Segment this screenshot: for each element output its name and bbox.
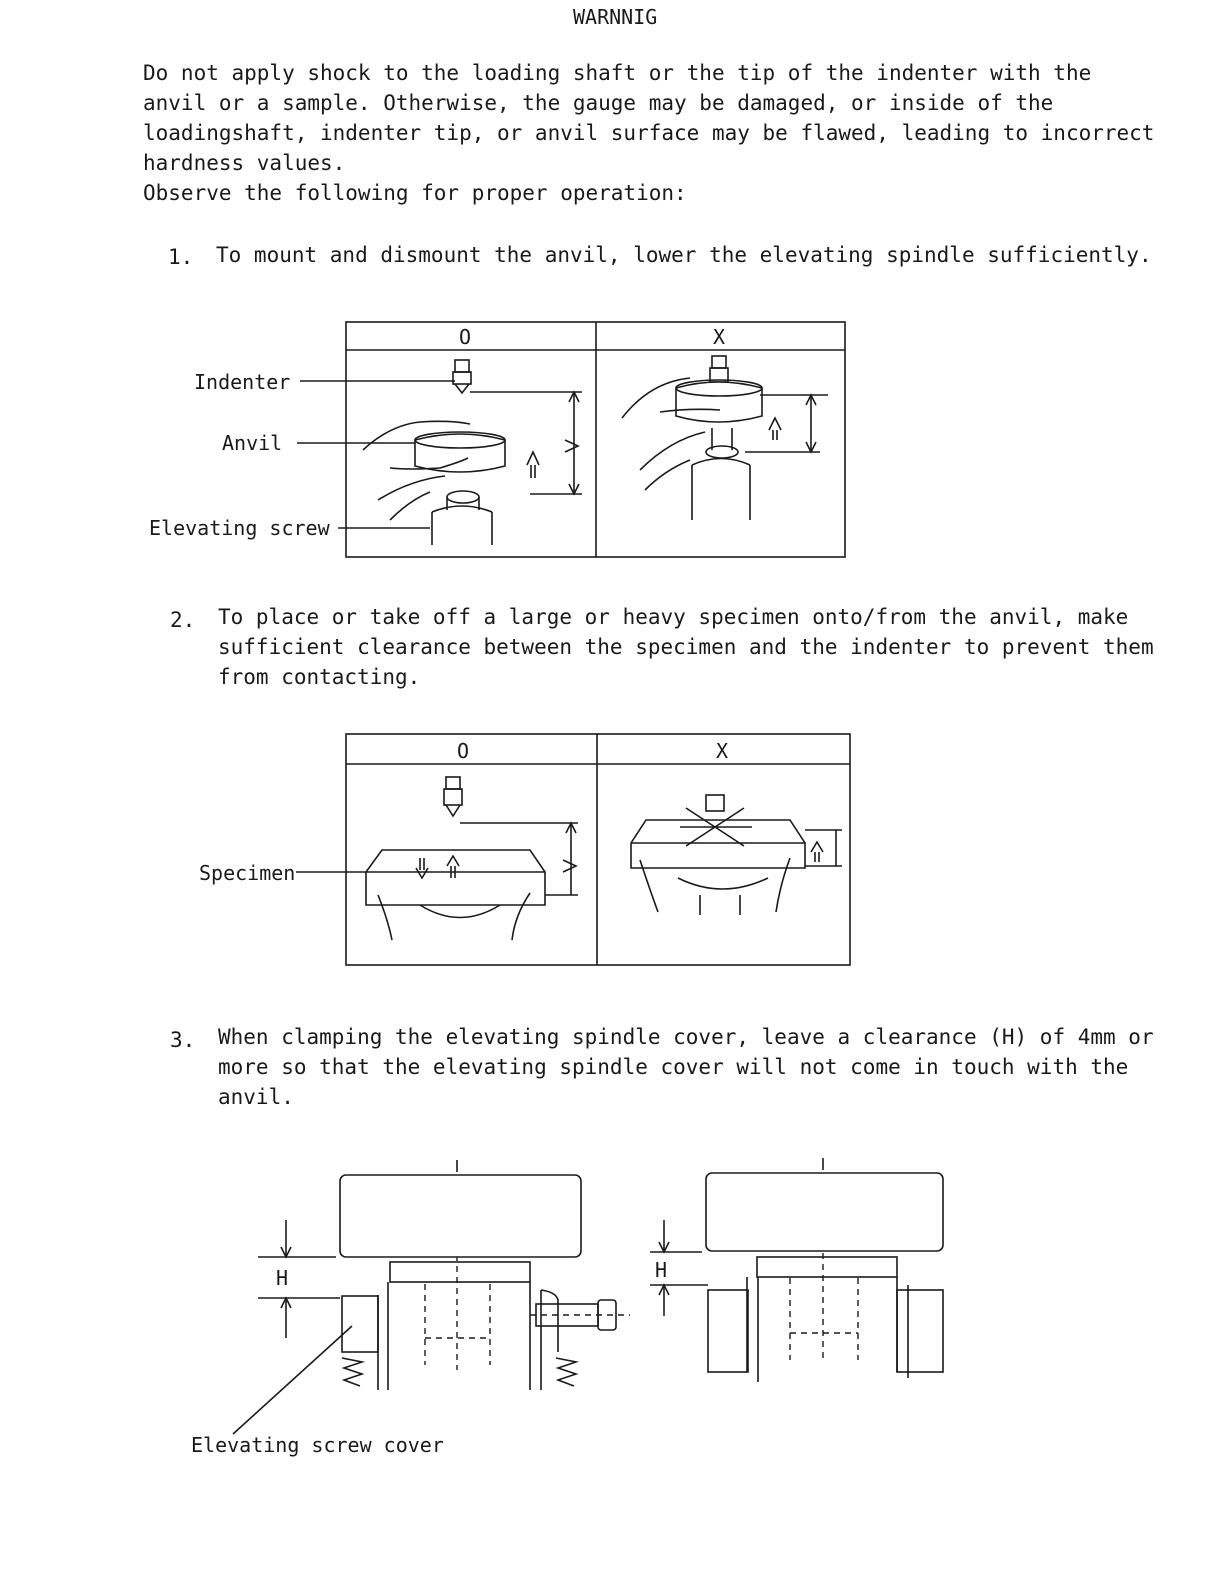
item-1-number: 1. bbox=[168, 245, 194, 269]
intro-line: hardness values. bbox=[143, 151, 346, 175]
indenter-icon bbox=[453, 360, 471, 393]
clearance-dimension-h bbox=[258, 1220, 340, 1338]
figure-2 bbox=[199, 734, 850, 965]
label-h: H bbox=[655, 1258, 668, 1282]
label-h: H bbox=[276, 1266, 289, 1290]
label-anvil: Anvil bbox=[222, 431, 283, 455]
label-indenter: Indenter bbox=[194, 370, 291, 394]
clamp-assembly-right bbox=[706, 1158, 943, 1382]
clearance-dimension bbox=[805, 830, 842, 866]
up-arrow-icon bbox=[811, 842, 823, 862]
elevating-screw-cover bbox=[708, 1290, 748, 1372]
anvil-icon bbox=[676, 380, 762, 422]
up-arrow-icon bbox=[527, 452, 539, 478]
spring-icon bbox=[342, 1358, 362, 1386]
figure-1-ng-mark: X bbox=[712, 325, 726, 349]
figure-1 bbox=[149, 322, 845, 557]
figure-2-ok-mark: O bbox=[456, 739, 470, 763]
item-3-number: 3. bbox=[170, 1028, 196, 1052]
intro-line: anvil or a sample. Otherwise, the gauge may be damaged, or inside of the bbox=[143, 91, 1054, 115]
figure-1-ok-mark: O bbox=[458, 325, 472, 349]
intro-line: loadingshaft, indenter tip, or anvil surface may be flawed, leading to incorrect bbox=[143, 121, 1155, 145]
item-line: sufficient clearance between the specimen and the indenter to prevent them bbox=[218, 635, 1154, 659]
anvil-icon bbox=[706, 1173, 943, 1251]
item-line: To mount and dismount the anvil, lower the elevating spindle sufficiently. bbox=[216, 243, 1152, 267]
anvil-icon bbox=[340, 1175, 581, 1257]
item-line: anvil. bbox=[218, 1085, 294, 1109]
figure-2-ng-mark: X bbox=[715, 739, 729, 763]
item-line: from contacting. bbox=[218, 665, 421, 689]
up-arrow-icon bbox=[769, 418, 781, 440]
elevating-screw-cover bbox=[342, 1296, 378, 1352]
spindle-collar bbox=[390, 1262, 530, 1282]
spring-icon bbox=[556, 1358, 576, 1386]
clamp-assembly-left bbox=[191, 1160, 630, 1457]
item-line: To place or take off a large or heavy specimen onto/from the anvil, make bbox=[218, 605, 1129, 629]
indenter-icon bbox=[444, 777, 462, 816]
clearance-dimension-h bbox=[650, 1220, 708, 1316]
indenter-icon bbox=[710, 356, 728, 382]
item-2-number: 2. bbox=[170, 608, 196, 632]
figure-3 bbox=[191, 1158, 943, 1457]
item-line: When clamping the elevating spindle cover, leave a clearance (H) of 4mm or bbox=[218, 1025, 1154, 1049]
label-specimen: Specimen bbox=[199, 861, 296, 885]
item-line: more so that the elevating spindle cover will not come in touch with the bbox=[218, 1055, 1129, 1079]
leader-line bbox=[233, 1326, 352, 1434]
elevating-screw-icon bbox=[432, 491, 492, 545]
label-elevating-screw-cover: Elevating screw cover bbox=[191, 1433, 444, 1457]
elevating-screw-icon bbox=[692, 428, 750, 520]
intro-line: Do not apply shock to the loading shaft or the tip of the indenter with the bbox=[143, 61, 1092, 85]
anvil-icon bbox=[415, 432, 505, 472]
page-title: WARNNIG bbox=[573, 5, 658, 29]
elevating-screw-cover bbox=[897, 1290, 943, 1372]
spindle-collar bbox=[757, 1257, 897, 1277]
intro-line: Observe the following for proper operation: bbox=[143, 181, 687, 205]
indenter-icon bbox=[706, 795, 724, 811]
label-elevating-screw: Elevating screw bbox=[149, 516, 330, 540]
